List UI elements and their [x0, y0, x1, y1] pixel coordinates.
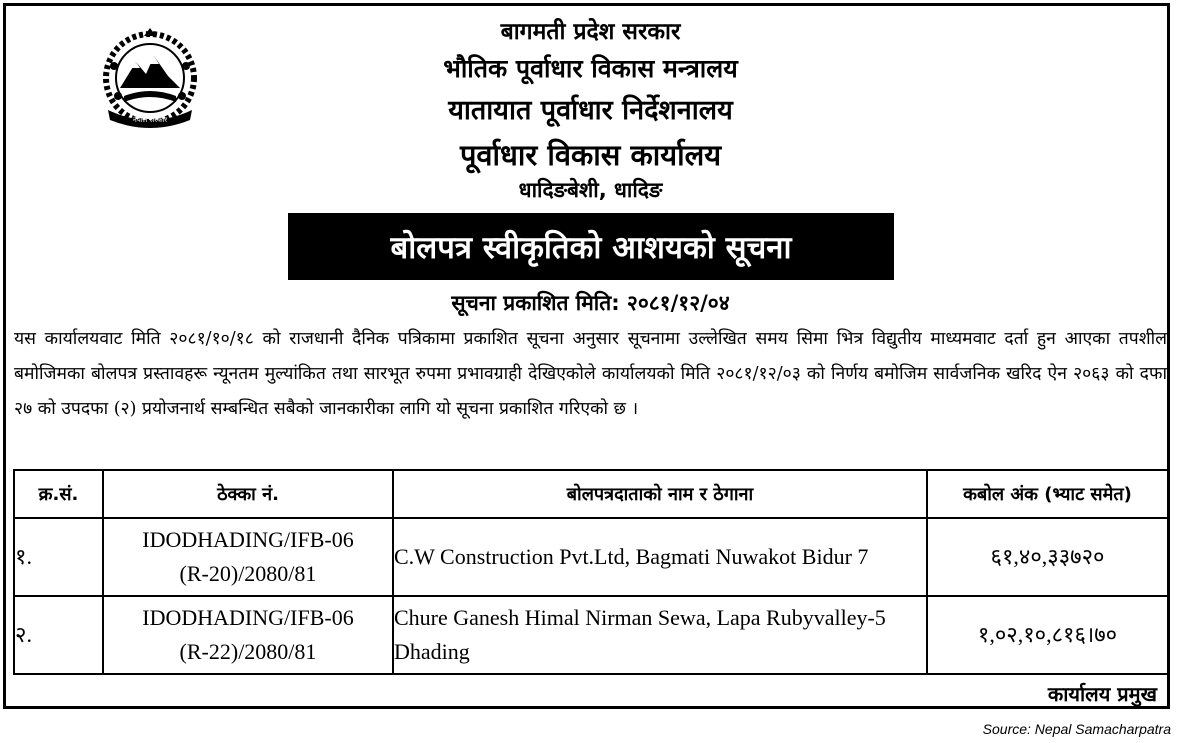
ministry-heading: भौतिक पूर्वाधार विकास मन्त्रालय	[443, 54, 738, 83]
row-amount: ६१,४०,३३७२०	[927, 518, 1168, 596]
row-serial: १.	[14, 518, 103, 596]
office-heading: पूर्वाधार विकास कार्यालय	[459, 138, 722, 172]
office-location: धादिङबेशी, धादिङ	[518, 178, 663, 202]
table-header-row	[14, 470, 1168, 518]
table-row	[14, 518, 1168, 596]
notice-title: बोलपत्र स्वीकृतिको आशयको सूचना	[390, 229, 792, 266]
row-contract-no	[103, 596, 393, 674]
row-bidder: Chure Ganesh Himal Nirman Sewa, Lapa Rubyvalley-5 Dhading	[393, 596, 927, 674]
row-serial: २.	[14, 596, 103, 674]
notice-title-banner	[288, 213, 894, 280]
contract-no-line2: (R-22)/2080/81	[179, 639, 317, 664]
row-contract-no	[103, 518, 393, 596]
contract-no-line2: (R-20)/2080/81	[179, 561, 317, 586]
emblem-caption: नेपाल सरकार	[132, 116, 168, 124]
header-bid-amount: कबोल अंक (भ्याट समेत)	[927, 470, 1168, 518]
contract-no-line1: IDODHADING/IFB-06	[142, 527, 354, 552]
notice-body: यस कार्यालयवाट मिति २०८१/१०/१८ को राजधानी दैनिक पत्रिकामा प्रकाशित सूचना अनुसार सूचनामा उल्लेखित समय सिमा भित्र विद्युतीय माध्यमवाट दर्ता हुन आएका तपशील बमोजिमका बोलपत्र प्रस्तावहरू न्यूनतम मुल्यांकित तथा सारभूत रुपमा प्रभावग्राही देखिएकोले कार्यालयको मिति २०८१/१२/०३ को निर्णय बमोजिम सार्वजनिक खरिद ऐन २०६३ को दफा २७ को उपदफा (२) प्रयोजनार्थ सम्बन्धित सबैको जानकारीका लागि यो सूचना प्रकाशित गरिएको छ ।	[14, 329, 1167, 419]
header-serial: क्र.सं.	[14, 470, 103, 518]
office-chief-signature: कार्यालय प्रमुख	[1047, 682, 1157, 706]
table-row	[14, 596, 1168, 674]
row-bidder: C.W Construction Pvt.Ltd, Bagmati Nuwakot Bidur 7	[393, 518, 927, 596]
province-heading: बागमती प्रदेश सरकार	[500, 19, 681, 45]
directorate-heading: यातायात पूर्वाधार निर्देशनालय	[448, 95, 733, 126]
published-date: सूचना प्रकाशित मिति: २०८१/१२/०४	[451, 291, 730, 315]
source-credit: Source: Nepal Samacharpatra	[982, 721, 1171, 737]
row-amount: १,०२,१०,८१६।७०	[927, 596, 1168, 674]
contract-no-line1: IDODHADING/IFB-06	[142, 605, 354, 630]
bid-table	[13, 469, 1169, 675]
header-bidder: बोलपत्रदाताको नाम र ठेगाना	[393, 470, 927, 518]
header-contract-no: ठेक्का नं.	[103, 470, 393, 518]
